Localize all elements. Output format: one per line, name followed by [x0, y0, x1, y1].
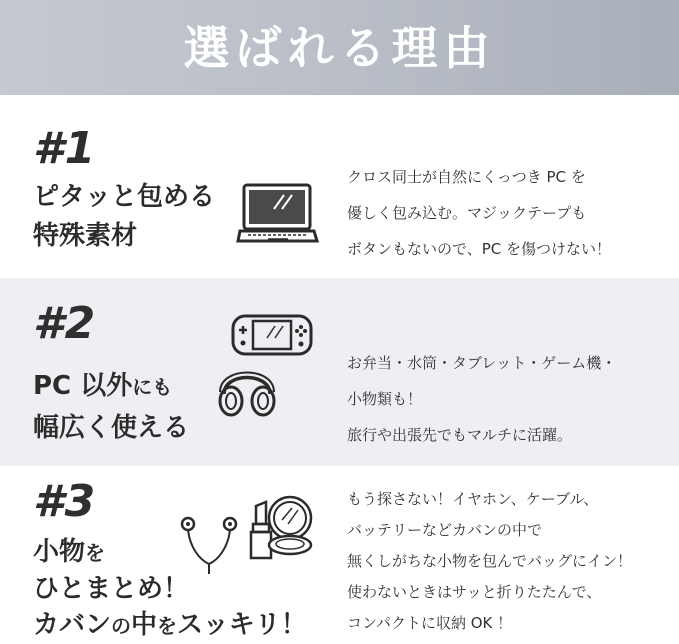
reason-section-2 [0, 278, 679, 466]
heading-text: スッキリ！ [177, 610, 307, 640]
heading-text: にも [132, 375, 173, 399]
description-line: 優しく包み込む。マジックテープも [347, 204, 587, 222]
description-line: 無くしがちな小物を包んでバッグにイン！ [347, 552, 633, 570]
heading-line: 幅広く使える [33, 413, 190, 443]
heading-text: を [85, 541, 106, 565]
heading-text: PC 以外 [33, 371, 133, 401]
heading-line: ひとまとめ！ [33, 574, 190, 604]
description-line: もう探さない！イヤホン、ケーブル、 [347, 490, 599, 508]
heading-text: 中 [131, 610, 158, 640]
heading-text: 小物 [33, 537, 86, 567]
reason-section-1 [0, 95, 679, 278]
reason-number: #2 [33, 298, 97, 349]
reason-description [347, 345, 616, 453]
description-line: ボタンもないので、PC を傷つけない！ [347, 240, 611, 258]
reason-number: #3 [33, 476, 97, 527]
reason-section-3 [0, 466, 679, 643]
description-line: 小物類も！ [347, 390, 423, 408]
page-title: 選ばれる理由 [183, 21, 496, 75]
description-line: 旅行や出張先でもマルチに活躍。 [347, 426, 573, 444]
headphones-icon [216, 360, 278, 418]
heading-text: の [111, 614, 132, 638]
reason-heading [33, 178, 215, 256]
compact-mirror-icon [266, 496, 314, 556]
reason-description [347, 159, 611, 267]
description-line: バッテリーなどカバンの中で [347, 521, 543, 539]
description-line: 使わないときはサッと折りたたんで、 [347, 583, 602, 601]
earphones-icon [176, 514, 242, 576]
heading-text: を [157, 614, 178, 638]
description-line: クロス同士が自然にくっつき PC を [347, 168, 586, 186]
header-banner [0, 0, 679, 95]
description-line: コンパクトに収納 OK ！ [347, 614, 513, 632]
laptop-icon [238, 183, 318, 245]
game-console-icon [231, 314, 313, 356]
reason-description [347, 484, 632, 639]
reason-heading [33, 366, 189, 449]
heading-line: 特殊素材 [33, 221, 138, 251]
description-line: お弁当・水筒・タブレット・ゲーム機・ [347, 354, 617, 372]
reason-number: #1 [33, 123, 97, 174]
heading-line: ピタッと包める [33, 182, 216, 212]
heading-text: カバン [33, 610, 112, 640]
